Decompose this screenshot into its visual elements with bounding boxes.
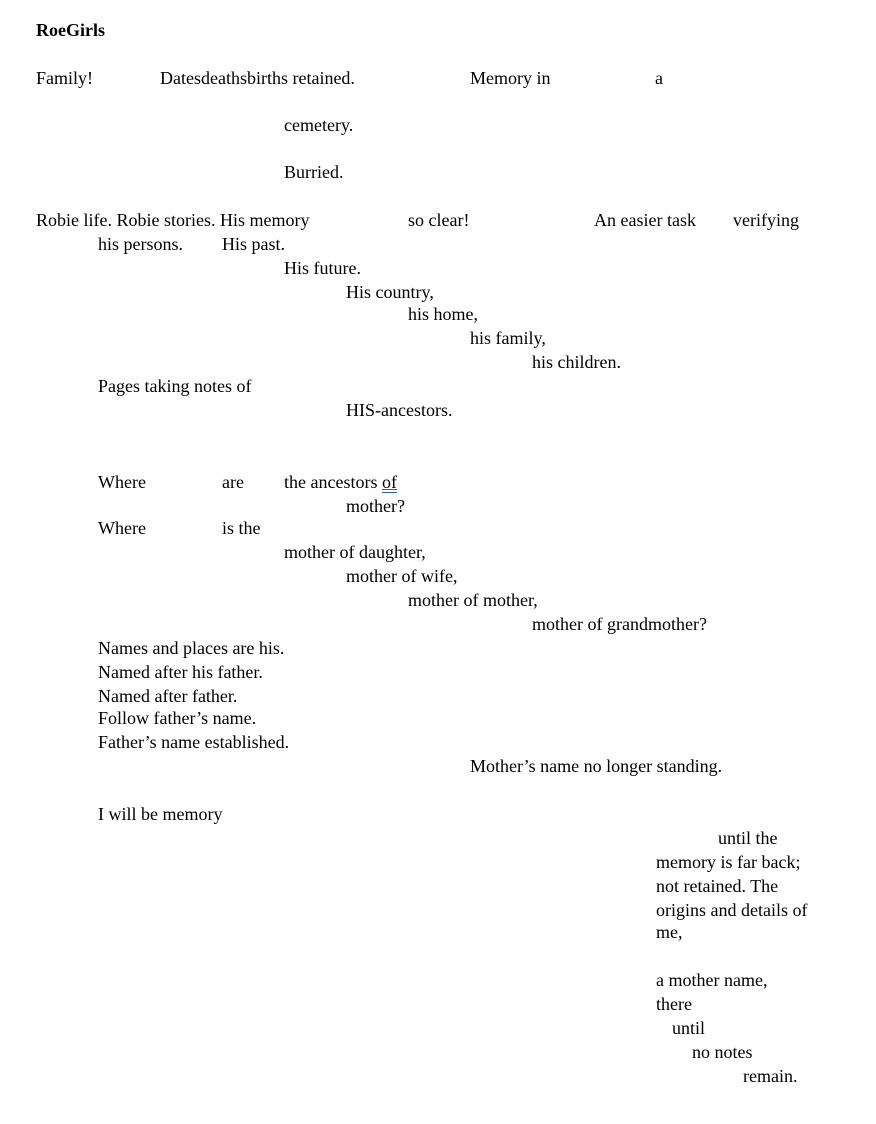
line-robie-life: Robie life. Robie stories. His memory bbox=[36, 210, 310, 230]
line-memory-far-back: memory is far back; bbox=[656, 852, 801, 872]
line-so-clear: so clear! bbox=[408, 210, 470, 230]
line-his-future: His future. bbox=[284, 258, 361, 278]
line-where-1: Where bbox=[98, 472, 146, 492]
line-mother-of-grandmother: mother of grandmother? bbox=[532, 614, 707, 634]
line-mother-no-longer: Mother’s name no longer standing. bbox=[470, 756, 723, 776]
line-his-persons: his persons. bbox=[98, 234, 183, 254]
line-his-past: His past. bbox=[222, 234, 285, 254]
line-are: are bbox=[222, 472, 244, 492]
line-pages-taking: Pages taking notes of bbox=[98, 376, 252, 396]
line-origins: origins and details of bbox=[656, 900, 808, 920]
line-memory-in: Memory in bbox=[470, 68, 551, 88]
line-his-country: His country, bbox=[346, 282, 434, 302]
flagged-word-of: of bbox=[381, 472, 397, 492]
line-until: until bbox=[672, 1018, 706, 1038]
line-a-mother-name: a mother name, bbox=[656, 970, 768, 990]
line-named-after-his-father: Named after his father. bbox=[98, 662, 263, 682]
line-mother-q: mother? bbox=[346, 496, 405, 516]
line-mother-of-mother: mother of mother, bbox=[408, 590, 538, 610]
line-a: a bbox=[655, 68, 663, 88]
poem-title: RoeGirls bbox=[36, 20, 105, 40]
line-remain: remain. bbox=[743, 1066, 798, 1086]
line-until-the: until the bbox=[718, 828, 778, 848]
line-his-children: his children. bbox=[532, 352, 621, 372]
ancestors-text: the ancestors bbox=[284, 472, 382, 492]
line-dates: Datesdeathsbirths retained. bbox=[160, 68, 355, 88]
line-names-places: Names and places are his. bbox=[98, 638, 285, 658]
line-family: Family! bbox=[36, 68, 93, 88]
line-mother-of-daughter: mother of daughter, bbox=[284, 542, 426, 562]
line-burried: Burried. bbox=[284, 162, 344, 182]
line-follow-father: Follow father’s name. bbox=[98, 708, 257, 728]
line-not-retained: not retained. The bbox=[656, 876, 779, 896]
line-ancestors-of bbox=[284, 471, 397, 493]
line-verifying: verifying bbox=[733, 210, 799, 230]
line-where-2: Where bbox=[98, 518, 146, 538]
line-me: me, bbox=[656, 922, 683, 942]
line-easier-task: An easier task bbox=[594, 210, 696, 230]
line-cemetery: cemetery. bbox=[284, 115, 354, 135]
line-is-the: is the bbox=[222, 518, 261, 538]
line-no-notes: no notes bbox=[692, 1042, 753, 1062]
line-his-home: his home, bbox=[408, 304, 478, 324]
line-his-ancestors: HIS-ancestors. bbox=[346, 400, 453, 420]
line-named-after-father: Named after father. bbox=[98, 686, 238, 706]
line-mother-of-wife: mother of wife, bbox=[346, 566, 458, 586]
line-father-established: Father’s name established. bbox=[98, 732, 290, 752]
line-i-will-be: I will be memory bbox=[98, 804, 223, 824]
line-there: there bbox=[656, 994, 692, 1014]
line-his-family: his family, bbox=[470, 328, 546, 348]
